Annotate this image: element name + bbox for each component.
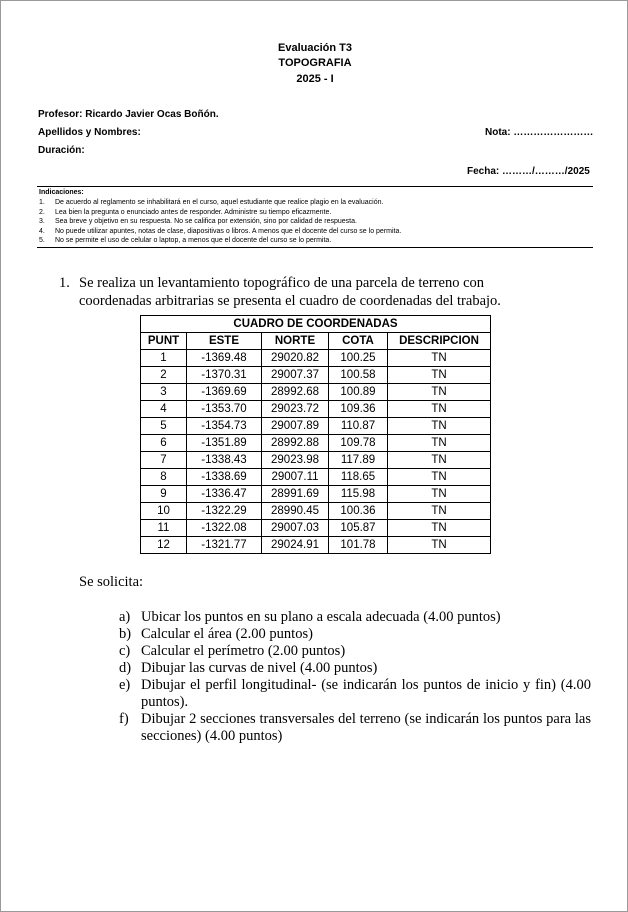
table-cell: 29024.91	[262, 537, 329, 554]
request-item	[119, 677, 591, 711]
table-row	[141, 452, 491, 469]
table-cell: TN	[388, 350, 491, 367]
table-cell: 115.98	[329, 486, 388, 503]
table-row	[141, 486, 491, 503]
table-cell: 29007.11	[262, 469, 329, 486]
table-cell: -1322.29	[187, 503, 262, 520]
table-body	[141, 350, 491, 554]
table-cell: 29023.98	[262, 452, 329, 469]
table-cell: -1338.69	[187, 469, 262, 486]
indication-text: Lea bien la pregunta o enunciado antes de responder. Administre su tiempo eficazmente.	[55, 208, 332, 216]
column-header: COTA	[329, 333, 388, 350]
table-cell: TN	[388, 469, 491, 486]
request-item-letter: f)	[119, 711, 129, 727]
request-item	[119, 711, 591, 745]
request-item-text: Dibujar las curvas de nivel (4.00 puntos)	[141, 660, 378, 676]
table-cell: 28990.45	[262, 503, 329, 520]
request-item-text: Dibujar el perfil longitudinal- (se indicarán los puntos de inicio y fin) (4.00 puntos).	[141, 677, 591, 710]
table-cell: 28992.68	[262, 384, 329, 401]
table-cell: 118.65	[329, 469, 388, 486]
table-cell: TN	[388, 367, 491, 384]
table-row	[141, 537, 491, 554]
indication-item	[39, 199, 383, 206]
grade-label: Nota: ……………………	[485, 127, 594, 138]
table-cell: 9	[141, 486, 187, 503]
table-cell: 11	[141, 520, 187, 537]
request-item	[119, 660, 591, 677]
indication-number: 3.	[39, 218, 45, 226]
table-cell: 5	[141, 418, 187, 435]
names-label: Apellidos y Nombres:	[38, 127, 141, 138]
table-cell: 29023.72	[262, 401, 329, 418]
table-cell: -1353.70	[187, 401, 262, 418]
column-header: PUNT	[141, 333, 187, 350]
column-header: DESCRIPCION	[388, 333, 491, 350]
request-label: Se solicita:	[79, 574, 144, 590]
question-number: 1.	[59, 275, 70, 291]
table-cell: TN	[388, 503, 491, 520]
request-item-letter: e)	[119, 677, 131, 693]
table-cell: 101.78	[329, 537, 388, 554]
duration-label: Duración:	[38, 145, 85, 156]
table-cell: 7	[141, 452, 187, 469]
table-cell: 110.87	[329, 418, 388, 435]
indication-text: Sea breve y objetivo en su respuesta. No se califica por extensión, sino por calidad de respuesta.	[55, 218, 357, 226]
table-header-row	[141, 333, 491, 350]
table-cell: -1369.48	[187, 350, 262, 367]
request-item-text: Calcular el área (2.00 puntos)	[141, 626, 313, 642]
table-cell: 8	[141, 469, 187, 486]
table-row	[141, 503, 491, 520]
indication-number: 5.	[39, 237, 45, 245]
request-list	[119, 609, 591, 745]
request-item-letter: d)	[119, 660, 132, 676]
column-header: ESTE	[187, 333, 262, 350]
table-cell: TN	[388, 452, 491, 469]
table-row	[141, 401, 491, 418]
coordinates-table	[140, 315, 491, 554]
table-row	[141, 520, 491, 537]
table-cell: 29007.03	[262, 520, 329, 537]
table-cell: -1338.43	[187, 452, 262, 469]
indications-top-rule	[37, 186, 593, 187]
indications-heading: Indicaciones:	[39, 189, 84, 196]
table-cell: 2	[141, 367, 187, 384]
table-row	[141, 469, 491, 486]
table-cell: 4	[141, 401, 187, 418]
table-cell: 100.36	[329, 503, 388, 520]
indication-text: No puede utilizar apuntes, notas de clase, diapositivas o libros. A menos que el docente del curso se lo permita.	[55, 227, 402, 235]
exam-subject: TOPOGRAFIA	[278, 57, 352, 69]
table-cell: 1	[141, 350, 187, 367]
table-cell: 12	[141, 537, 187, 554]
indication-text: De acuerdo al reglamento se inhabilitará en el curso, aquel estudiante que realice plagio en la evaluación.	[55, 199, 384, 206]
indication-number: 4.	[39, 227, 45, 235]
table-cell: 10	[141, 503, 187, 520]
table-cell: 28992.88	[262, 435, 329, 452]
date-label: Fecha: ………/………/2025	[467, 166, 590, 177]
table-row	[141, 435, 491, 452]
table-cell: 109.36	[329, 401, 388, 418]
request-item-letter: c)	[119, 643, 131, 659]
question-text: Se realiza un levantamiento topográfico de una parcela de terreno con coordenadas arbitrarias se presenta el cuadro de coordenadas del trabajo.	[79, 275, 501, 309]
table-cell: 100.25	[329, 350, 388, 367]
table-cell: 29020.82	[262, 350, 329, 367]
table-title: CUADRO DE COORDENADAS	[141, 316, 491, 333]
table-cell: TN	[388, 418, 491, 435]
table-cell: 29007.37	[262, 367, 329, 384]
table-row	[141, 350, 491, 367]
table-cell: -1322.08	[187, 520, 262, 537]
request-item	[119, 643, 591, 660]
request-item-text: Ubicar los puntos en su plano a escala adecuada (4.00 puntos)	[141, 609, 501, 625]
table-cell: TN	[388, 435, 491, 452]
table-cell: TN	[388, 384, 491, 401]
table-cell: TN	[388, 486, 491, 503]
request-item-text: Dibujar 2 secciones transversales del terreno (se indicarán los puntos para las secciones) (4.00 puntos)	[141, 711, 591, 744]
table-row	[141, 418, 491, 435]
indication-number: 1.	[39, 199, 45, 206]
table-cell: -1369.69	[187, 384, 262, 401]
indication-item	[39, 228, 401, 235]
exam-title: Evaluación T3	[278, 42, 352, 54]
request-item	[119, 626, 591, 643]
table-row	[141, 367, 491, 384]
table-cell: -1321.77	[187, 537, 262, 554]
table-cell: TN	[388, 520, 491, 537]
table-cell: 100.89	[329, 384, 388, 401]
table-cell: -1370.31	[187, 367, 262, 384]
table-cell: 105.87	[329, 520, 388, 537]
indication-number: 2.	[39, 208, 45, 216]
table-cell: 3	[141, 384, 187, 401]
request-item-letter: b)	[119, 626, 132, 642]
table-cell: 29007.89	[262, 418, 329, 435]
request-item	[119, 609, 591, 626]
indication-item	[39, 218, 357, 225]
table-cell: 28991.69	[262, 486, 329, 503]
table-cell: 100.58	[329, 367, 388, 384]
request-item-text: Calcular el perímetro (2.00 puntos)	[141, 643, 346, 659]
table-cell: -1351.89	[187, 435, 262, 452]
request-item-letter: a)	[119, 609, 131, 625]
table-cell: TN	[388, 537, 491, 554]
exam-period: 2025 - I	[296, 73, 334, 85]
table-cell: -1336.47	[187, 486, 262, 503]
table-title-row	[141, 316, 491, 333]
indications-bottom-rule	[37, 247, 593, 248]
table-row	[141, 384, 491, 401]
table-cell: -1354.73	[187, 418, 262, 435]
table-cell: TN	[388, 401, 491, 418]
table-cell: 109.78	[329, 435, 388, 452]
indication-item	[39, 237, 331, 244]
indication-item	[39, 209, 331, 216]
column-header: NORTE	[262, 333, 329, 350]
indication-text: No se permite el uso de celular o laptop, a menos que el docente del curso se lo permita.	[55, 237, 332, 245]
table-cell: 117.89	[329, 452, 388, 469]
professor-label: Profesor: Ricardo Javier Ocas Boñón.	[38, 109, 219, 120]
table-cell: 6	[141, 435, 187, 452]
